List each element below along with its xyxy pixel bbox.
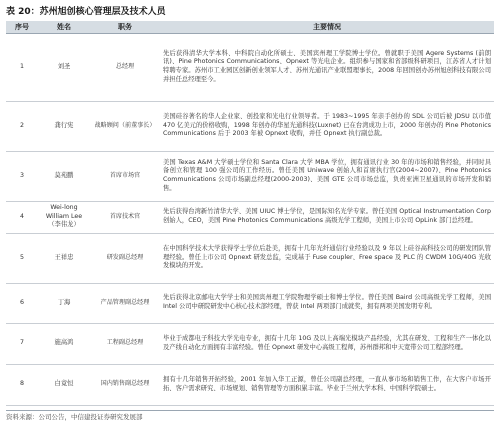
source-divider [6,410,494,411]
person-name: 王祥忠 [38,233,90,283]
person-position: 研发副总经理 [90,233,160,283]
row-number: 7 [6,323,38,364]
person-position: 国内销售副总经理 [90,364,160,405]
source-note: 资料来源：公司公告，中信建投证券研究发展部 [6,413,143,421]
person-name: 丁海 [38,283,90,323]
row-number: 5 [6,233,38,283]
table-row [6,364,494,405]
table-row [6,151,494,201]
header-profile: 主要情况 [160,21,494,33]
person-profile: 拥有十几年销售开拓经验，2001 年加入华工正源，曾任公司副总经理，一直从事市场和销售工作，在大客户市场开拓、客户需求研究、市场规划、销售管理等方面积累丰富。毕业于兰州大学本科、中国科学院硕士。 [160,364,494,405]
table-row [6,283,494,323]
header-name: 姓名 [38,21,90,33]
table-row [6,201,494,233]
table-title: 表 20：苏州旭创核心管理层及技术人员 [6,7,166,17]
table-row [6,33,494,101]
person-name: Wei-long William Lee（李伟龙） [38,201,90,233]
table-row [6,323,494,364]
row-number: 1 [6,33,38,101]
person-profile: 美国 Texas A&M 大学硕士学位和 Santa Clara 大学 MBA 学位，拥有通讯行业 30 年的市场和销售经验，并同时具备创立和管理 100 强公司的工作经历。曾任美国 Uniwave 创始人和首席执行官(2004~2007)、Pine Photonics Communications 公司市场副总经理(2000-2003)、美国 GTE 公司市场总监，负责亚洲卫星通讯的市场开发和销售。 [160,151,494,201]
person-profile: 在中国科学技术大学获得学士学位后赴美，拥有十几年光纤通信行业经验以及 9 年以上硅谷高科技公司的研发团队管理经验。曾任上市公司 Opnext 研发总监，完成基于 Fuse coupler、Free space 及 PLC 的 CWDM 10G/40G 光收发模块的开发。 [160,233,494,283]
row-number: 4 [6,201,38,233]
person-position: 总经理 [90,33,160,101]
person-position: 产品管理副总经理 [90,283,160,323]
person-profile: 毕业于成都电子科技大学光电专业，拥有十几年 10G 及以上高端光模块产品经验，尤其在研发、工程和生产一体化以及产线自动化方面拥有丰富经验。曾任 Opnext 研发中心高级工程师，苏州群邦和中天宽带公司工程部经理。 [160,323,494,364]
person-profile: 美国硅谷著名的华人企业家、创投家和光电行业领导者。于 1983~1995 年亲手创办的 SDL 公司后被 JDSU 以市值 470 亿美元的价格收购，1998 年创办的华星光通科技(Luxnet) 已在台湾成功上市，2000 年创办的 Pine Photonics Communications 后于 2003 年被 Opnext 收购，并任 Opnext 执行副总裁。 [160,101,494,151]
row-number: 2 [6,101,38,151]
person-name: 龚行宪 [38,101,90,151]
person-name: 莫苑鹏 [38,151,90,201]
person-position: 战略顾问（前董事长） [90,101,160,151]
person-name: 施高鸿 [38,323,90,364]
person-name: 白竟恒 [38,364,90,405]
person-profile: 先后获得清华大学本科、中科院自动化所硕士、美国宾州理工学院博士学位。曾就职于美国 Agere Systems (前朗讯)、Pine Photonics Communications、Opnext 等光电企业。组织参与国家和省部级科研项目，江苏省人才计划特聘专家。苏州市工业园区创新创业领军人才、苏州光通讯产业联盟理事长，2008 年回国创办苏州旭创科技有限公司并担任总经理至今。 [160,33,494,101]
person-position: 首席技术官 [90,201,160,233]
header-number: 序号 [6,21,38,33]
management-table [6,21,494,406]
table-row [6,233,494,283]
row-number: 8 [6,364,38,405]
person-position: 首席市场官 [90,151,160,201]
person-profile: 先后获得北京邮电大学学士和美国宾州理工学院物理学硕士和博士学位。曾任美国 Baird 公司高级光学工程师，美国 Intel 公司中研院研发中心核心技术部经理，曾获 Intel 两项部门成就奖，拥有两项美国发明专利。 [160,283,494,323]
table-header [6,21,494,33]
header-position: 职务 [90,21,160,33]
table-row [6,101,494,151]
person-name: 刘圣 [38,33,90,101]
row-number: 6 [6,283,38,323]
row-number: 3 [6,151,38,201]
person-profile: 先后获得台湾新竹清华大学、美国 UIUC 博士学位，是国际知名光学专家。曾任美国 Optical Instrumentation Corp 创始人，CEO，美国 Pine Photonics Communications 高级光学工程师，美国上市公司 OpLink 部门总经理。 [160,201,494,233]
person-position: 工程副总经理 [90,323,160,364]
